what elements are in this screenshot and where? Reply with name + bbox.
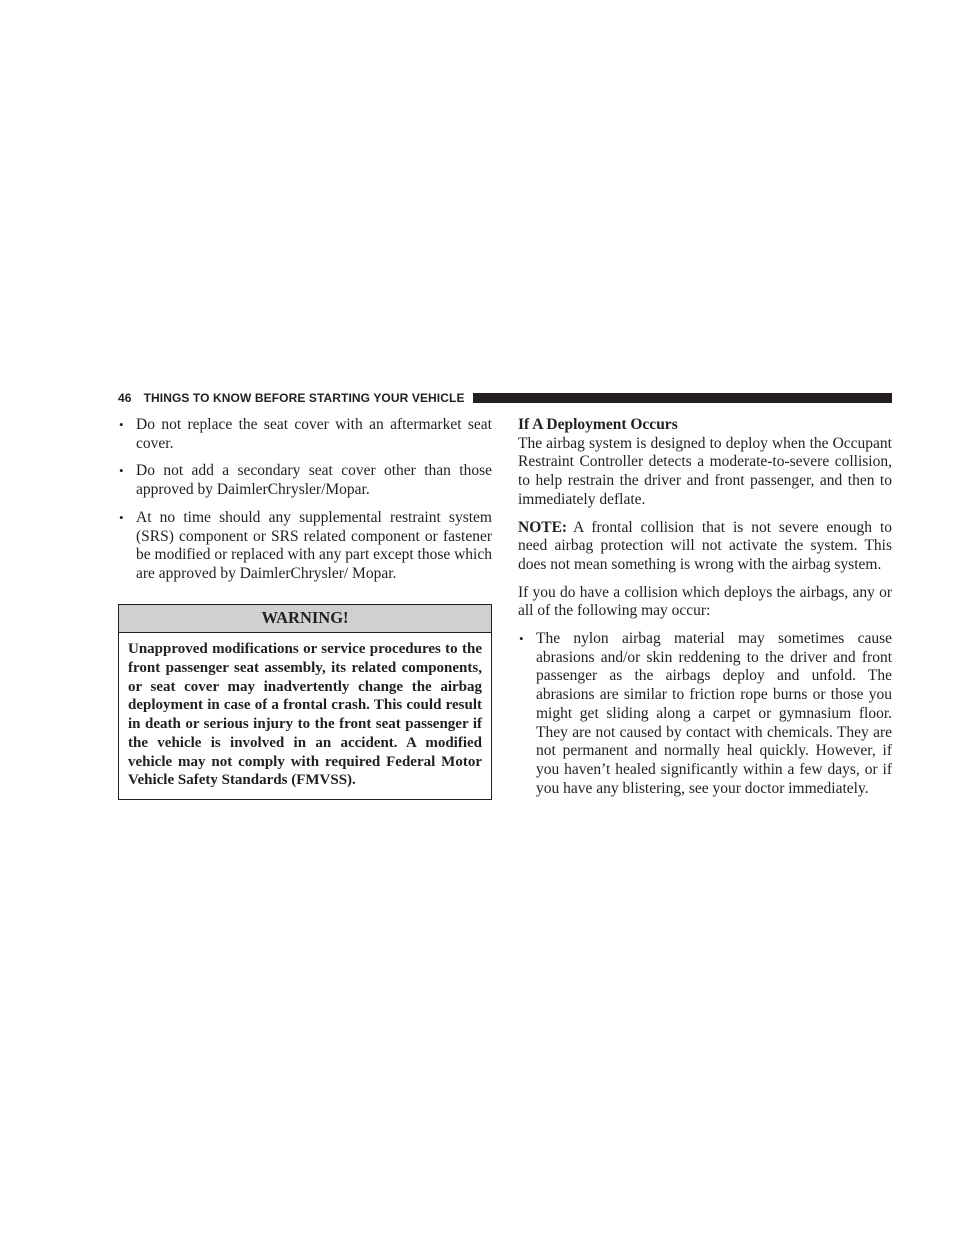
warning-box bbox=[118, 604, 492, 800]
deployment-paragraph: The airbag system is designed to deploy when the Occupant Restraint Controller detects a moderate-to-severe collision, to help restrain the driver and front passenger, and then to immediately deflate. bbox=[518, 434, 892, 508]
deployment-effects-list bbox=[518, 630, 892, 798]
section-title: THINGS TO KNOW BEFORE STARTING YOUR VEHICLE bbox=[143, 391, 465, 405]
note-paragraph bbox=[518, 519, 892, 575]
note-text: A frontal collision that is not severe enough to need airbag protection will not activate the system. This does not mean something is wrong with the airbag system. bbox=[518, 518, 892, 573]
list-item: • The nylon airbag material may sometimes cause abrasions and/or skin reddening to the driver and front passenger as the airbags deploy and unfold. The abrasions are similar to friction rope burns or those you might get sliding along a carpet or gymnasium floor. They are not caused by contact with chemicals. They are not permanent and normally heal quickly. However, if you haven’t healed significantly within a few days, or if you have any blistering, see your doctor immediately. bbox=[518, 630, 892, 798]
list-item: • At no time should any supplemental restraint system (SRS) component or SRS related component or fastener be modified or replaced with any part except those which are approved by DaimlerChrysler/ Mopar. bbox=[118, 509, 492, 584]
left-column bbox=[118, 416, 492, 800]
page-header bbox=[118, 390, 892, 406]
header-rule bbox=[473, 393, 892, 403]
warning-body: Unapproved modifications or service procedures to the front passenger seat assembly, its related components, or seat cover may inadvertently change the airbag deployment in case of a frontal crash. This could result in death or serious injury to the front seat passenger if the vehicle is involved in an accident. A modified vehicle may not comply with required Federal Motor Vehicle Safety Standards (FMVSS). bbox=[128, 641, 482, 789]
seat-cover-bullet-list bbox=[118, 416, 492, 584]
list-item: • Do not replace the seat cover with an aftermarket seat cover. bbox=[118, 416, 492, 453]
list-item: • Do not add a secondary seat cover other than those approved by DaimlerChrysler/Mopar. bbox=[118, 462, 492, 499]
page-number: 46 bbox=[118, 391, 132, 405]
deployment-heading: If A Deployment Occurs bbox=[518, 416, 678, 433]
right-column bbox=[518, 416, 892, 807]
note-label: NOTE: bbox=[518, 518, 568, 536]
collision-paragraph: If you do have a collision which deploys the airbags, any or all of the following may occur: bbox=[518, 583, 892, 620]
warning-title: WARNING! bbox=[119, 605, 491, 634]
